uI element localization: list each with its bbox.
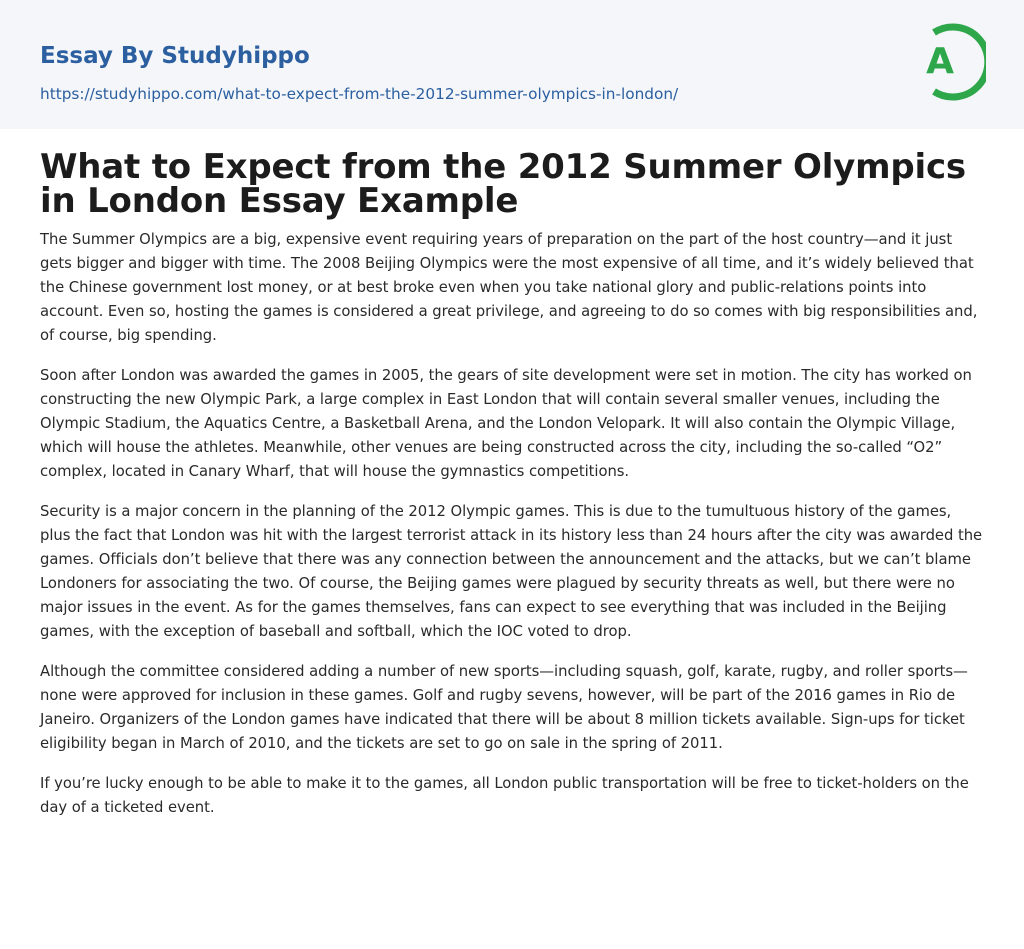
paragraph-1: The Summer Olympics are a big, expensive event requiring years of preparation on the part of the host country—and it just gets bigger and bigger with time. The 2008 Beijing Olympics were the most expensive of all time, and it’s widely believed that the Chinese government lost money, or at best broke even when you take national glory and public-relations points into account. Even so, hosting the games is considered a great privilege, and agreeing to do so comes with big responsibilities and, of course, big spending. xyxy=(40,231,978,344)
logo-letter: A xyxy=(926,41,954,82)
paragraph-5: If you’re lucky enough to be able to make it to the games, all London public transportation will be free to ticket-holders on the day of a ticketed event. xyxy=(40,775,969,816)
page-title: What to Expect from the 2012 Summer Olympics in London Essay Example xyxy=(40,147,966,221)
paragraph-4: Although the committee considered adding a number of new sports—including squash, golf, karate, rugby, and roller sports—none were approved for inclusion in these games. Golf and rugby sevens, however, will be part of the 2016 games in Rio de Janeiro. Organizers of the London games have indicated that there will be about 8 million tickets available. Sign-ups for ticket eligibility began in March of 2010, and the tickets are set to go on sale in the spring of 2011. xyxy=(40,663,968,752)
studyhippo-logo[interactable] xyxy=(912,19,986,105)
page-header xyxy=(0,0,1024,129)
paragraph-2: Soon after London was awarded the games in 2005, the gears of site development were set in motion. The city has worked on constructing the new Olympic Park, a large complex in East London that will contain several smaller venues, including the Olympic Stadium, the Aquatics Centre, a Basketball Arena, and the London Velopark. It will also contain the Olympic Village, which will house the athletes. Meanwhile, other venues are being constructed across the city, including the so-called “O2” complex, located in Canary Wharf, that will house the gymnastics competitions. xyxy=(40,367,972,480)
source-url-link[interactable]: https://studyhippo.com/what-to-expect-from-the-2012-summer-olympics-in-london/ xyxy=(40,85,679,103)
brand-title: Essay By Studyhippo xyxy=(40,43,310,69)
article-body xyxy=(0,147,1024,820)
paragraph-3: Security is a major concern in the planning of the 2012 Olympic games. This is due to the tumultuous history of the games, plus the fact that London was hit with the largest terrorist attack in its history less than 24 hours after the city was awarded the games. Officials don’t believe that there was any connection between the announcement and the attacks, but we can’t blame Londoners for associating the two. Of course, the Beijing games were plagued by security threats as well, but there were no major issues in the event. As for the games themselves, fans can expect to see everything that was included in the Beijing games, with the exception of baseball and softball, which the IOC voted to drop. xyxy=(40,503,983,640)
